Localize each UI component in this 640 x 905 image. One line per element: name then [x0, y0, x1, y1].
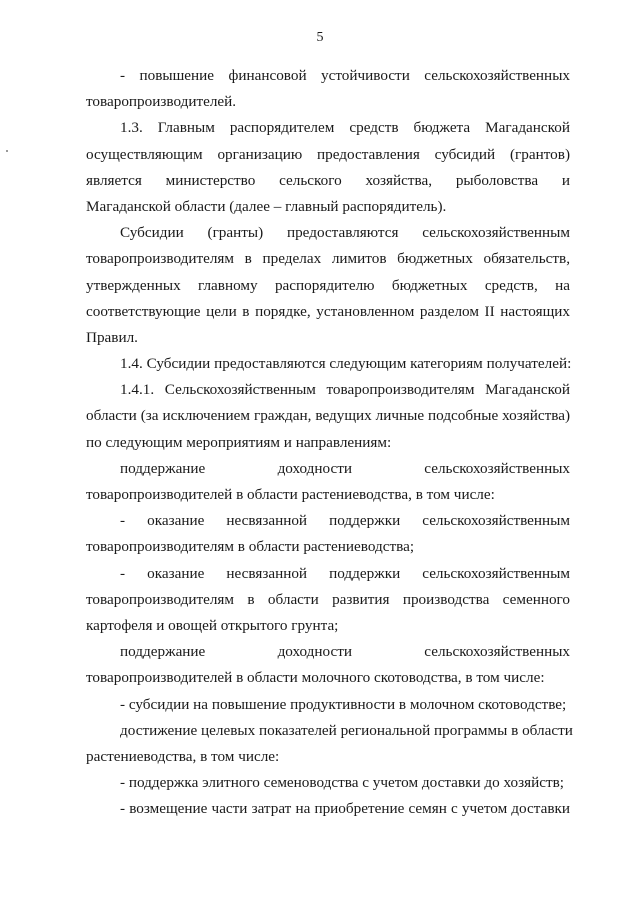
text-line: товаропроизводителям в пределах лимитов бюджетных обязательств,: [86, 250, 570, 268]
text-line: картофеля и овощей открытого грунта;: [86, 616, 339, 634]
text-line: соответствующие цели в порядке, установленном разделом II настоящих: [86, 302, 570, 320]
text-line: растениеводства, в том числе:: [86, 747, 280, 765]
text-line: - оказание несвязанной поддержки сельскохозяйственным: [120, 564, 570, 582]
text-line: - поддержка элитного семеноводства с учетом доставки до хозяйств;: [120, 774, 564, 792]
text-line: области (за исключением граждан, ведущих личные подсобные хозяйства): [86, 407, 570, 425]
paragraph: [86, 718, 573, 770]
text-line: товаропроизводителей.: [86, 93, 237, 111]
page-number: 5: [316, 30, 324, 45]
text-line: - оказание несвязанной поддержки сельскохозяйственным: [120, 512, 570, 530]
paragraph: [86, 508, 570, 560]
text-line: Субсидии (гранты) предоставляются сельскохозяйственным: [120, 224, 570, 242]
text-line: - субсидии на повышение продуктивности в молочном скотоводстве;: [120, 695, 567, 713]
paragraph: [86, 220, 570, 351]
text-line: 1.4. Субсидии предоставляются следующим категориям получателей:: [120, 355, 572, 373]
text-line: - возмещение части затрат на приобретение семян с учетом доставки: [120, 800, 570, 818]
text-line: товаропроизводителям в области развития производства семенного: [86, 590, 570, 608]
text-line: 1.4.1. Сельскохозяйственным товаропроизводителям Магаданской: [120, 381, 570, 399]
margin-mark: [6, 150, 8, 152]
paragraph: [86, 692, 570, 718]
paragraph: [86, 351, 570, 377]
paragraph: [86, 770, 570, 796]
paragraph: [86, 796, 570, 822]
paragraph: [86, 63, 570, 115]
text-line: достижение целевых показателей региональной программы в области: [120, 721, 573, 739]
text-line: является министерство сельского хозяйства, рыболовства и: [86, 171, 570, 189]
paragraph: [86, 456, 570, 508]
text-line: поддержание доходности сельскохозяйственных: [120, 459, 570, 477]
text-line: утвержденных главному распорядителю бюджетных средств, на: [86, 276, 570, 294]
paragraph: [86, 115, 570, 220]
text-line: осуществляющим организацию предоставления субсидий (грантов): [86, 145, 570, 163]
text-line: - повышение финансовой устойчивости сельскохозяйственных: [120, 67, 570, 84]
text-line: товаропроизводителям в области растениеводства;: [86, 538, 415, 556]
document-body: [86, 63, 573, 822]
text-line: 1.3. Главным распорядителем средств бюджета Магаданской: [120, 119, 570, 137]
text-line: товаропроизводителей в области молочного скотоводства, в том числе:: [86, 669, 545, 687]
paragraph: [86, 561, 570, 640]
text-line: Правил.: [86, 328, 138, 346]
text-line: товаропроизводителей в области растениеводства, в том числе:: [86, 486, 495, 503]
text-line: Магаданской области (далее – главный распорядитель).: [86, 197, 447, 215]
text-line: по следующим мероприятиям и направлениям:: [86, 433, 392, 451]
paragraph: [86, 377, 570, 456]
paragraph: [86, 639, 570, 691]
text-line: поддержание доходности сельскохозяйственных: [120, 643, 570, 661]
